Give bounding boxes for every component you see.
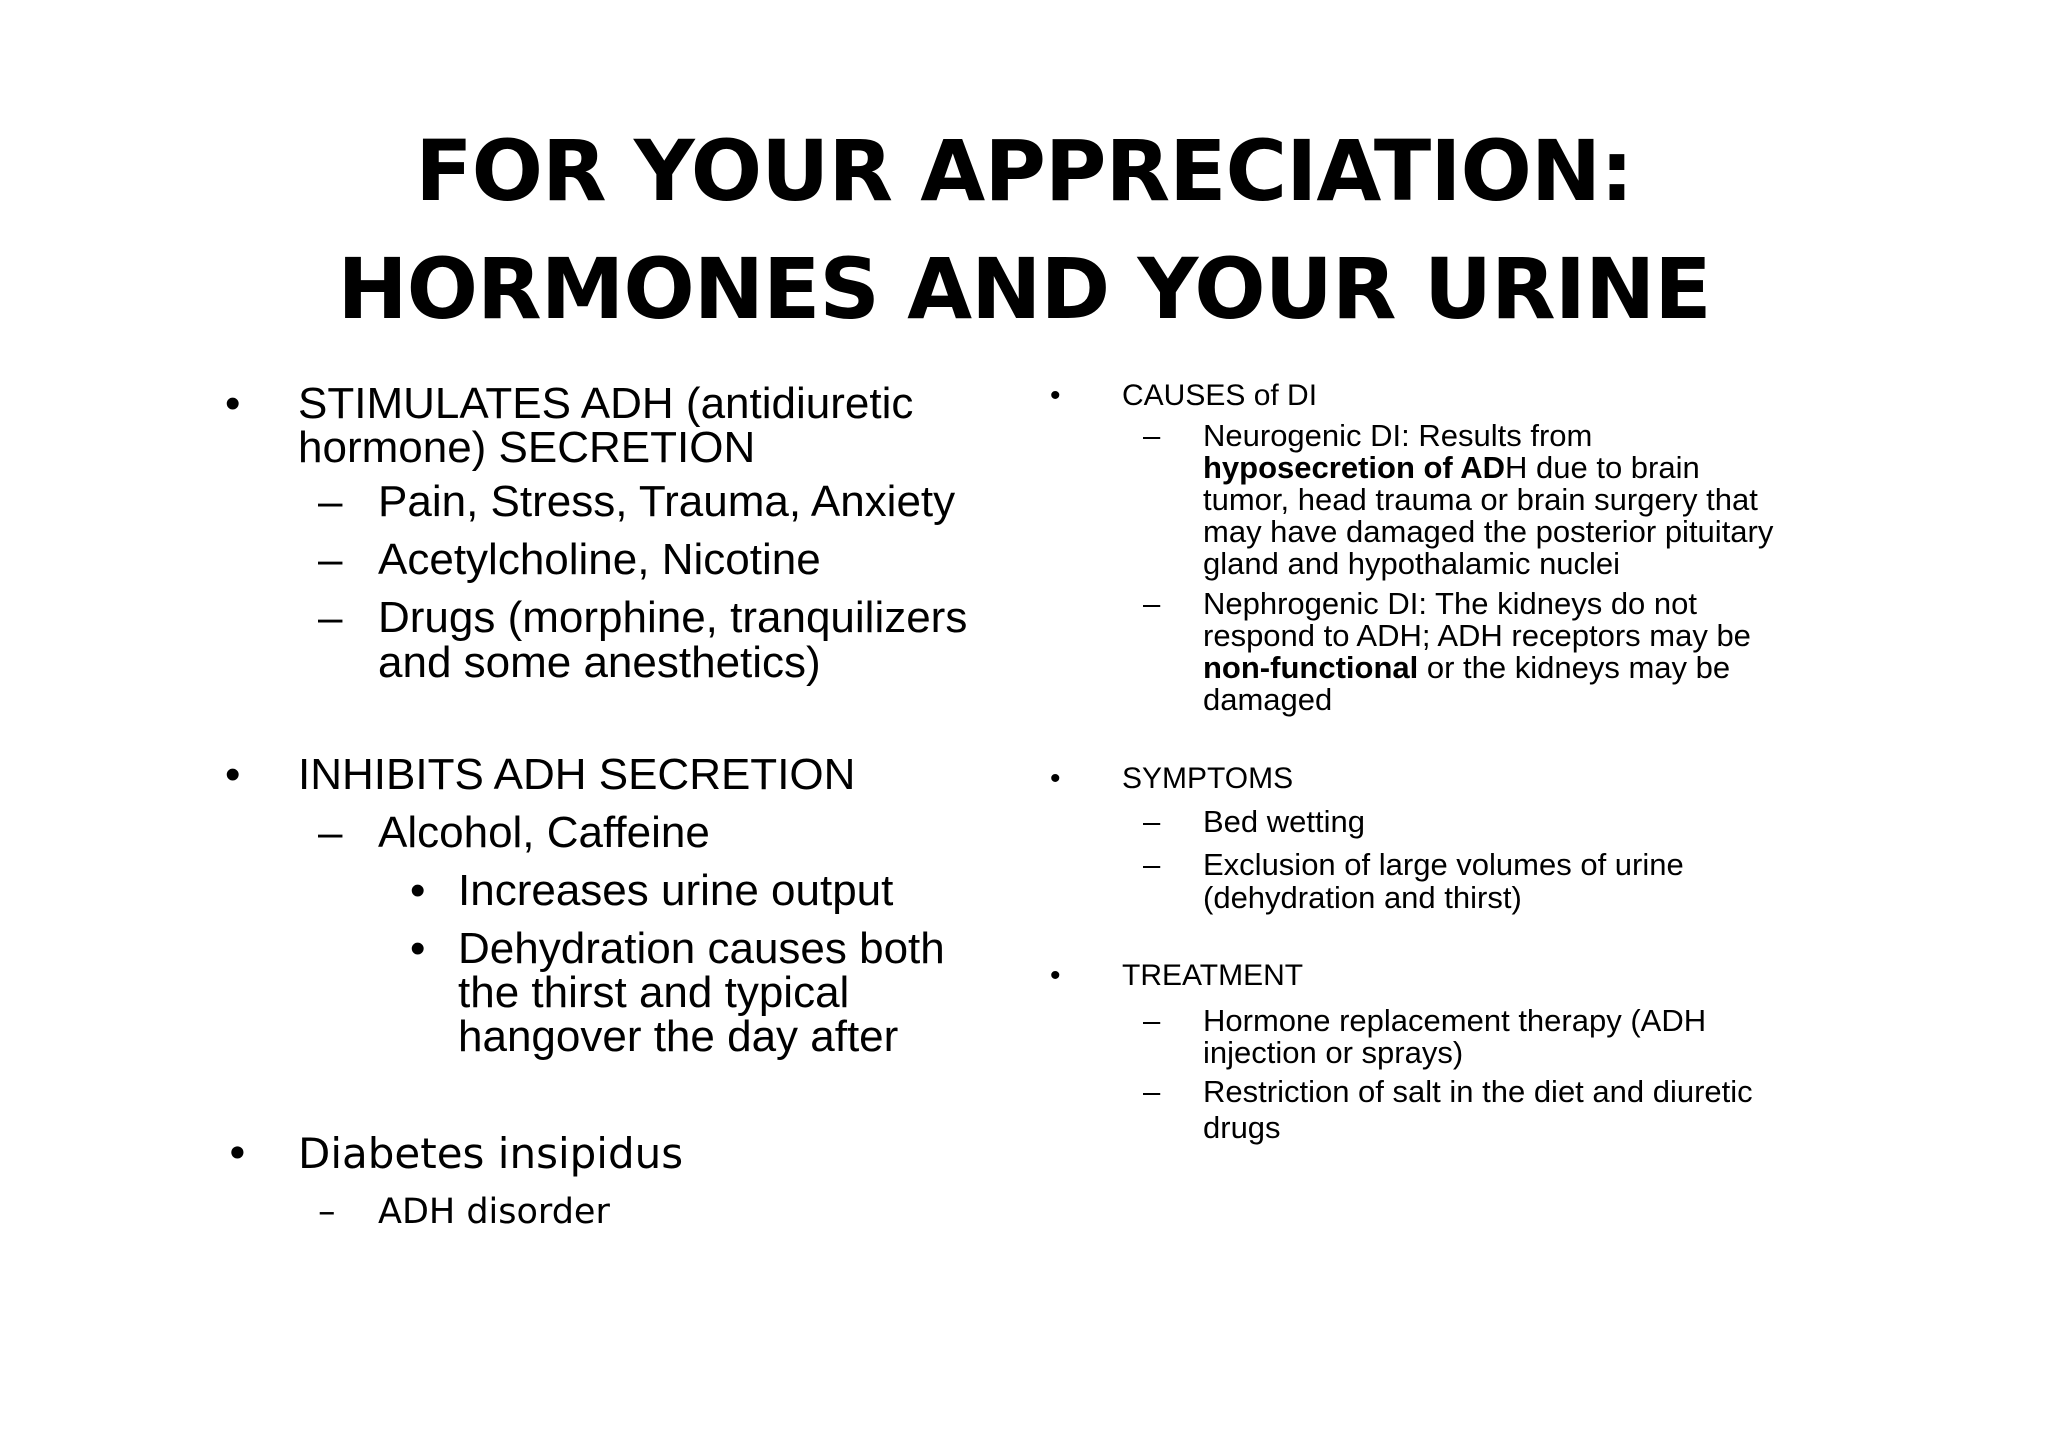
treatment-heading: TREATMENT (1122, 959, 1304, 992)
neurogenic-line-5: gland and hypothalamic nuclei (1203, 546, 1621, 581)
neurogenic-line-4: may have damaged the posterior pituitary (1203, 514, 1774, 549)
slide-title (0, 112, 2048, 348)
symptom-item-2: Exclusion of large volumes of urine (1203, 847, 1684, 882)
dash-icon: – (1143, 418, 1161, 453)
title-line-2: HORMONES AND YOUR URINE (337, 240, 1711, 338)
bullet-icon: • (225, 1129, 250, 1178)
title-line-1: FOR YOUR APPRECIATION: (415, 122, 1633, 220)
neurogenic-rest: H due to brain (1505, 450, 1700, 485)
inhibits-point-2-cont: the thirst and typical (458, 968, 850, 1017)
nephrogenic-rest: or the kidneys may be (1418, 650, 1731, 685)
dash-icon: – (1143, 847, 1161, 882)
treatment-item-2: Restriction of salt in the diet and diuretic (1203, 1074, 1753, 1109)
dash-icon: – (1143, 586, 1161, 621)
treatment-item-2-cont: drugs (1203, 1110, 1281, 1145)
bullet-icon: • (410, 924, 426, 973)
nephrogenic-line-3 (1203, 652, 1730, 684)
nephrogenic-bold: non-functional (1203, 650, 1419, 685)
stimulates-heading-line2: hormone) SECRETION (298, 423, 756, 472)
diabetes-sub: ADH disorder (378, 1192, 610, 1232)
bullet-icon: • (1050, 762, 1061, 795)
diabetes-heading: Diabetes insipidus (298, 1129, 684, 1178)
stimulates-heading-line1: STIMULATES ADH (antidiuretic (298, 379, 914, 428)
causes-heading: CAUSES of DI (1122, 379, 1318, 412)
stimulates-item-3-cont: and some anesthetics) (378, 638, 821, 687)
inhibits-heading: INHIBITS ADH SECRETION (298, 750, 856, 799)
bullet-icon: • (1050, 959, 1061, 992)
symptom-item-1: Bed wetting (1203, 804, 1365, 839)
dash-icon: – (318, 593, 343, 642)
dash-icon: – (318, 808, 343, 857)
neurogenic-line-1: Neurogenic DI: Results from (1203, 418, 1593, 453)
nephrogenic-line-1: Nephrogenic DI: The kidneys do not (1203, 586, 1698, 621)
dash-icon: – (1143, 1074, 1161, 1109)
neurogenic-bold: hyposecretion of AD (1203, 450, 1505, 485)
stimulates-item-3: Drugs (morphine, tranquilizers (378, 593, 968, 642)
dash-icon: – (318, 1192, 336, 1232)
inhibits-point-1: Increases urine output (458, 866, 894, 915)
dash-icon: – (1143, 1003, 1161, 1038)
stimulates-item-1: Pain, Stress, Trauma, Anxiety (378, 477, 956, 526)
bullet-icon: • (225, 379, 241, 428)
neurogenic-line-2 (1203, 452, 1700, 484)
bullet-icon: • (225, 750, 241, 799)
treatment-item-1: Hormone replacement therapy (ADH (1203, 1003, 1707, 1038)
dash-icon: – (1143, 804, 1161, 839)
treatment-item-1-cont: injection or sprays) (1203, 1035, 1464, 1070)
symptoms-heading: SYMPTOMS (1122, 762, 1294, 795)
inhibits-sub: Alcohol, Caffeine (378, 808, 710, 857)
dash-icon: – (318, 477, 343, 526)
stimulates-item-2: Acetylcholine, Nicotine (378, 535, 821, 584)
bullet-icon: • (1050, 379, 1061, 412)
inhibits-point-2-cont: hangover the day after (458, 1012, 899, 1061)
dash-icon: – (318, 535, 343, 584)
symptom-item-2-cont: (dehydration and thirst) (1203, 880, 1522, 915)
inhibits-point-2: Dehydration causes both (458, 924, 945, 973)
nephrogenic-line-4: damaged (1203, 682, 1333, 717)
nephrogenic-line-2: respond to ADH; ADH receptors may be (1203, 618, 1751, 653)
bullet-icon: • (410, 866, 426, 915)
neurogenic-line-3: tumor, head trauma or brain surgery that (1203, 482, 1758, 517)
